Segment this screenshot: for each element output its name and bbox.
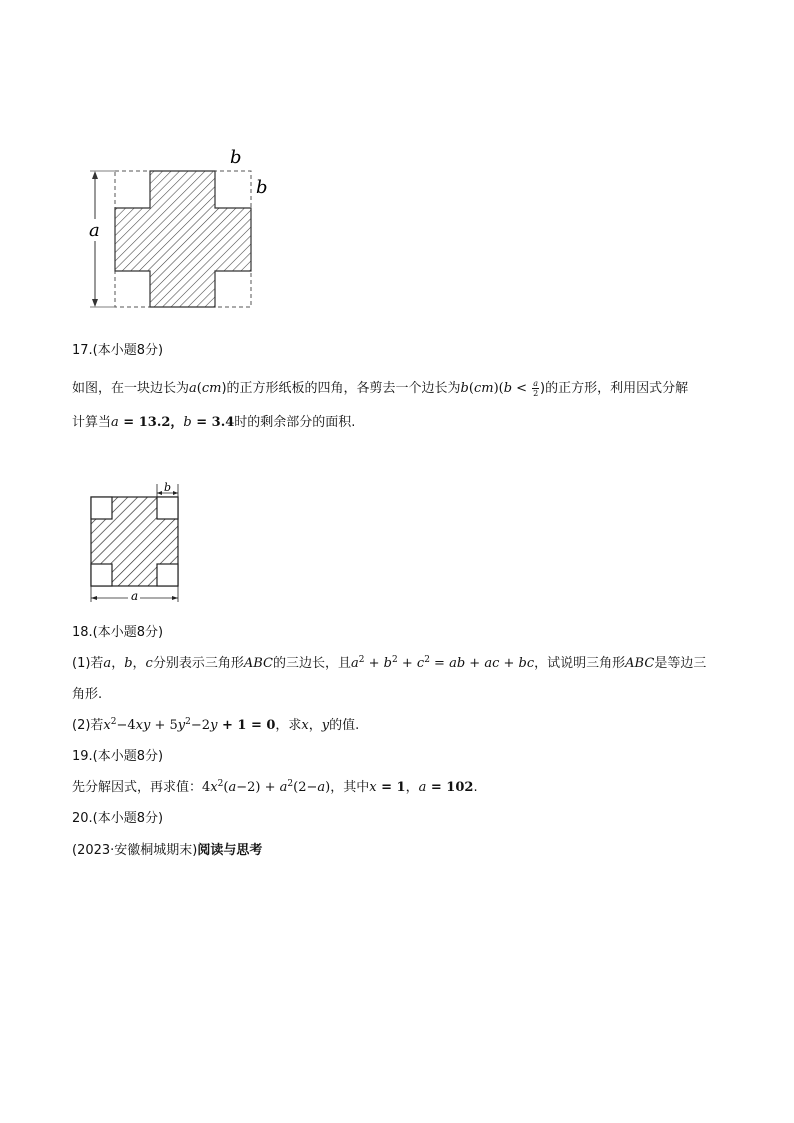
- q18-part1-line1: (1)若a，b，c分别表示三角形ABC的三边长，且$a^2 + b^2 + c^2$ = ab + ac + bc，试说明三角形ABC是等边三: [72, 655, 707, 671]
- q18-part2: (2)若$x^2-4xy + 5y^2-2y + 1 = 0$，求x，y的值.: [72, 717, 360, 733]
- q18-header: 18.(本小题8分): [72, 625, 164, 640]
- corner-cut-tr: [157, 497, 178, 519]
- q18-part1-line2: 角形.: [72, 687, 103, 702]
- label-a-bottom: a: [131, 589, 139, 603]
- cut-corners-figure: [85, 480, 190, 605]
- q20-source: (2023·安徽桐城期末): [72, 843, 198, 858]
- label-a: a: [89, 220, 100, 241]
- label-b-top: b: [230, 147, 242, 168]
- q19-body: 先分解因式，再求值：$4x^2(a-2) + a^2(2-a)$，其中x = 1，a = 102.: [72, 779, 478, 795]
- q19-header: 19.(本小题8分): [72, 749, 164, 764]
- cross-shape: [115, 171, 251, 307]
- fraction-a-over-2: $\frac{a}{2}$: [533, 379, 539, 398]
- q20-header: 20.(本小题8分): [72, 811, 164, 826]
- q17-line2: 计算当a = 13.2，b = 3.4时的剩余部分的面积.: [72, 415, 356, 430]
- q17-line1: 如图，在一块边长为a(cm)的正方形纸板的四角，各剪去一个边长为b(cm)(b < $\frac{a}{2}$ )的正方形，利用因式分解: [72, 379, 689, 398]
- q20-title: 阅读与思考: [197, 843, 263, 858]
- label-b-right: b: [256, 177, 268, 198]
- corner-cut-br: [157, 564, 178, 586]
- q17-header: 17.(本小题8分): [72, 343, 164, 358]
- cross-figure: [80, 143, 280, 318]
- corner-cut-bl: [91, 564, 112, 586]
- corner-cut-tl: [91, 497, 112, 519]
- q20-source-line: [72, 842, 262, 860]
- label-b: b: [164, 481, 172, 494]
